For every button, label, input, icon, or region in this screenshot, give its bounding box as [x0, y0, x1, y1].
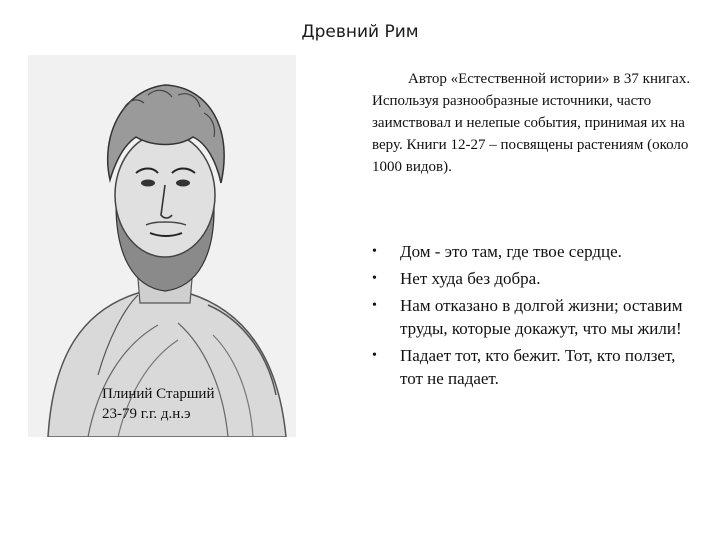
- quote-text: Падает тот, кто бежит. Тот, кто ползет, тот не падает.: [400, 346, 676, 388]
- quote-item: [372, 240, 692, 263]
- bullet-icon: •: [372, 348, 377, 363]
- quote-item: [372, 294, 692, 340]
- portrait-image: [28, 55, 296, 437]
- description-paragraph: Автор «Естественной истории» в 37 книгах. Используя разнообразные источники, часто заимствовал и нелепые события, принимая их на веру. Книги 12-27 – посвящены растениям (около 1000 видов).: [372, 71, 691, 175]
- quote-text: Нет худа без добра.: [400, 269, 541, 288]
- bullet-icon: •: [372, 244, 377, 259]
- slide-title: Древний Рим: [301, 22, 419, 42]
- caption-name: Плиний Старший: [102, 386, 215, 402]
- bullet-icon: •: [372, 298, 377, 313]
- portrait-engraving-icon: [28, 55, 296, 437]
- quote-item: [372, 267, 692, 290]
- caption-dates: 23-79 г.г. д.н.э: [102, 406, 191, 422]
- bullet-icon: •: [372, 271, 377, 286]
- quotes-list: [372, 240, 692, 394]
- portrait-caption: [102, 384, 215, 424]
- quote-item: [372, 344, 692, 390]
- quote-text: Дом - это там, где твое сердце.: [400, 242, 622, 261]
- quote-text: Нам отказано в долгой жизни; оставим труды, которые докажут, что мы жили!: [400, 296, 683, 338]
